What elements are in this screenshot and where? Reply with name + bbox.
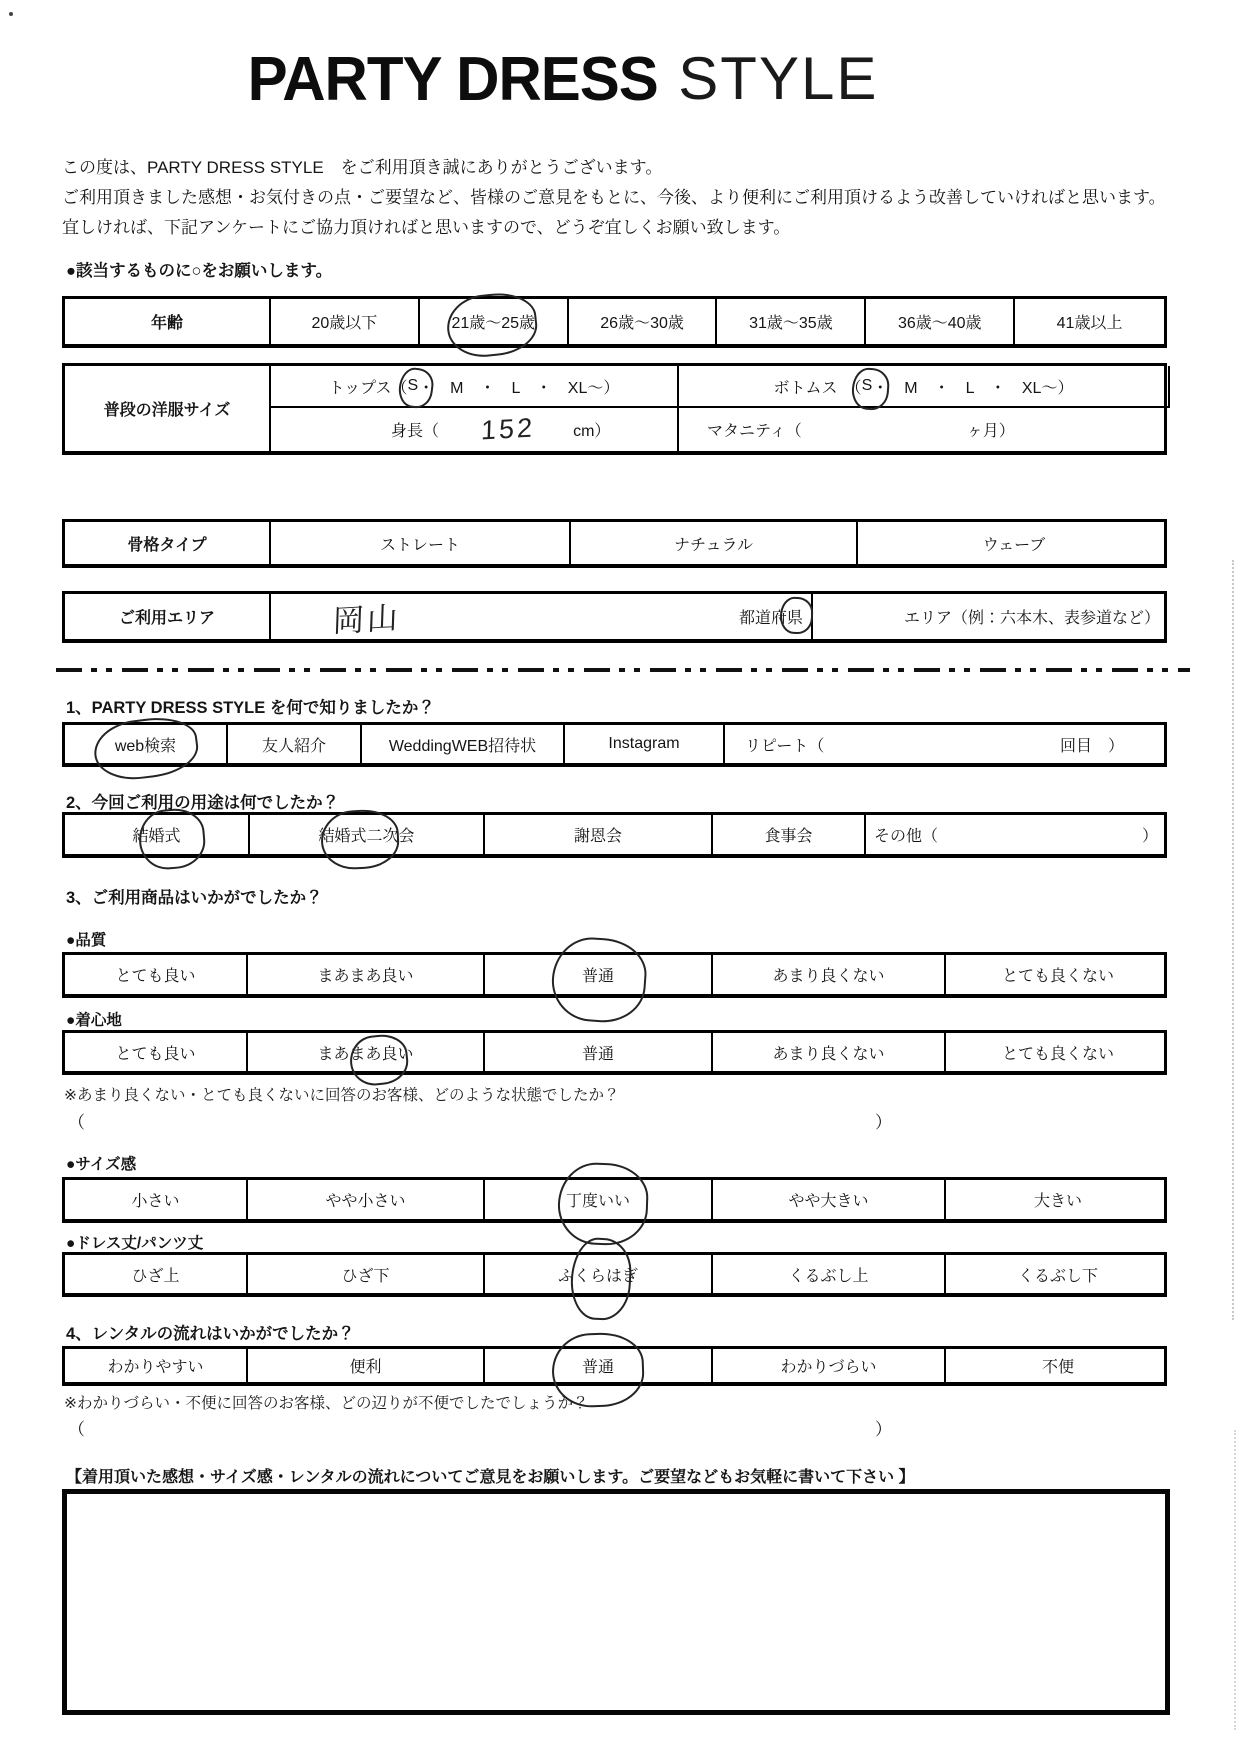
comfort-very-good: とても良い (65, 1033, 248, 1071)
length-below-ankle: くるぶし下 (1017, 1267, 1098, 1285)
age-option-26-30: 26歳～30歳 (569, 299, 718, 344)
q2-option-thanks-party: 謝恩会 (485, 815, 713, 854)
q2-heading: 2、今回ご利用の用途は何でしたか？ (66, 794, 340, 812)
intro-line: ご利用頂きました感想・お気付きの点・ご要望など、皆様のご意見をもとに、今後、より便利にご利用頂けるよう改善していければと思います。 (62, 188, 1166, 207)
age-option-36-40: 36歳～40歳 (866, 299, 1015, 344)
sizefeel-table (62, 1177, 1167, 1223)
q1-option-web-selected (65, 725, 228, 763)
comfort-normal: 普通 (485, 1033, 713, 1071)
length-table (62, 1252, 1167, 1297)
q1-option-friend: 友人紹介 (228, 725, 362, 763)
q2-option-wedding-selected (65, 815, 250, 854)
quality-fairly-good: まあまあ良い (248, 955, 485, 994)
brand-name-light: STYLE (678, 45, 879, 112)
dashed-separator (56, 668, 1190, 672)
quality-table (62, 952, 1167, 998)
q4-convenient: 便利 (248, 1349, 485, 1382)
maternity-unit: ヶ月） (966, 423, 1015, 440)
prefecture-suffix-circled (787, 605, 803, 628)
quality-very-good: とても良い (65, 955, 248, 994)
age-table (62, 296, 1167, 348)
quality-very-bad: とても良くない (1001, 968, 1114, 985)
bottoms-size-s-selected (862, 377, 873, 395)
sizefeel-big: 大きい (1033, 1193, 1082, 1210)
prefecture-suffix-plain: 都道府 (738, 610, 787, 627)
circle-instruction: ●該当するものに○をお願いします。 (66, 262, 333, 280)
prefecture-handwritten-value: 岡山 (332, 600, 402, 639)
height-field (271, 408, 679, 451)
bottoms-prefix: ボトムス （ (773, 379, 862, 397)
skeleton-label: 骨格タイプ (65, 522, 271, 564)
q2-option-afterparty-selected (250, 815, 485, 854)
bottoms-size-s: S (861, 377, 873, 394)
q2-option-label: 結婚式 (132, 828, 181, 845)
sizefeel-bit-small: やや小さい (248, 1180, 485, 1219)
bottoms-size-row (679, 366, 1170, 408)
open-paren: （ (68, 1113, 85, 1132)
length-below-knee: ひざ下 (248, 1255, 485, 1293)
q1-repeat-prefix: リピート（ (745, 737, 825, 755)
quality-sublabel: ●品質 (66, 932, 107, 949)
intro-paragraph (62, 153, 1212, 243)
page-title (0, 44, 1242, 113)
sizefeel-bit-big: やや大きい (713, 1180, 946, 1219)
q1-option-label: web検索 (114, 737, 177, 755)
q3-heading: 3、ご利用商品はいかがでしたか？ (66, 889, 323, 907)
age-option-21-25-selected (420, 299, 569, 344)
q1-heading: 1、PARTY DRESS STYLE を何で知りましたか？ (66, 699, 435, 717)
length-sublabel: ●ドレス丈/パンツ丈 (66, 1235, 204, 1252)
area-hint: エリア（例：六本木、表参道など） (903, 610, 1160, 627)
quality-option-label: 普通 (581, 968, 614, 985)
tops-size-s-selected (408, 377, 419, 395)
usage-area-table (62, 591, 1167, 643)
length-option-label: ふくらはぎ (557, 1267, 638, 1285)
sizefeel-option-label: 丁度いい (565, 1193, 630, 1210)
q4-note: ※わかりづらい・不便に回答のお客様、どの辺りが不便でしたでしょうか？ (64, 1395, 589, 1412)
tops-prefix: トップス（ (328, 379, 408, 397)
close-paren: ） (875, 1113, 892, 1132)
sizefeel-small: 小さい (65, 1180, 248, 1219)
q2-other-suffix: ） (1141, 828, 1158, 845)
length-calf-selected (485, 1255, 713, 1293)
comment-heading: 【着用頂いた感想・サイズ感・レンタルの流れについてご意見をお願いします。ご要望などもお気軽に書いて下さい 】 (66, 1469, 915, 1486)
size-label: 普段の洋服サイズ (65, 366, 271, 451)
comment-box (62, 1489, 1170, 1715)
close-paren: ） (875, 1420, 892, 1439)
q4-answer-line (68, 1415, 892, 1440)
scan-artifact-line (1232, 560, 1234, 1320)
maternity-field (679, 408, 1170, 451)
q2-option-label: 結婚式二次会 (318, 828, 415, 845)
scan-artifact-dot (9, 12, 13, 16)
prefecture-suffix (739, 605, 803, 628)
quality-not-good: あまり良くない (713, 955, 946, 994)
q2-other-prefix: その他（ (874, 828, 939, 845)
comfort-not-good: あまり良くない (713, 1033, 946, 1071)
q1-option-repeat (725, 725, 1170, 763)
age-option-under20: 20歳以下 (271, 299, 420, 344)
comfort-very-bad: とても良くない (1001, 1045, 1114, 1063)
age-label: 年齢 (65, 299, 271, 344)
q4-easy: わかりやすい (65, 1349, 248, 1382)
skeleton-option-wave: ウェーブ (982, 536, 1046, 554)
brand-name-bold: PARTY DRESS (247, 43, 658, 114)
tops-size-row (271, 366, 679, 408)
q2-option-other (866, 815, 1170, 854)
q1-option-instagram: Instagram (565, 725, 725, 763)
age-option-31-35: 31歳～35歳 (717, 299, 866, 344)
height-label: 身長（ (391, 423, 440, 440)
bottoms-size-rest: ・ M ・ L ・ XL～） (872, 379, 1074, 397)
maternity-label: マタニティ（ (707, 423, 802, 440)
sizefeel-just-right-selected (485, 1180, 713, 1219)
tops-size-s: S (407, 377, 419, 394)
clothing-size-table (62, 363, 1167, 455)
length-above-knee: ひざ上 (65, 1255, 248, 1293)
age-option-label: 21歳～25歳 (451, 315, 536, 332)
prefecture-field (271, 594, 813, 639)
q1-option-wedding-web: WeddingWEB招待状 (362, 725, 565, 763)
q2-table (62, 812, 1167, 858)
q1-table (62, 722, 1167, 767)
age-option-over41: 41歳以上 (1056, 315, 1123, 332)
open-paren: （ (68, 1420, 85, 1439)
comfort-option-label: まあまあ良い (317, 1045, 414, 1063)
comfort-table (62, 1030, 1167, 1075)
q1-repeat-suffix: 回目 ） (1059, 737, 1124, 755)
length-above-ankle: くるぶし上 (713, 1255, 946, 1293)
scan-artifact-line (1234, 1430, 1236, 1730)
quality-normal-selected (485, 955, 713, 994)
height-handwritten-value: 152 (480, 412, 536, 446)
q2-option-dinner: 食事会 (713, 815, 866, 854)
skeleton-option-natural: ナチュラル (571, 522, 858, 564)
prefecture-ken: 県 (786, 610, 803, 627)
comfort-note: ※あまり良くない・とても良くないに回答のお客様、どのような状態でしたか？ (64, 1087, 620, 1104)
q4-inconvenient: 不便 (1041, 1359, 1074, 1376)
area-label: ご利用エリア (65, 594, 271, 639)
q4-table (62, 1346, 1167, 1386)
sizefeel-sublabel: ●サイズ感 (66, 1156, 137, 1173)
skeleton-option-straight: ストレート (271, 522, 571, 564)
skeleton-type-table (62, 519, 1167, 568)
q4-normal-selected (485, 1349, 713, 1382)
comfort-answer-line (68, 1108, 892, 1133)
intro-line: 宜しければ、下記アンケートにご協力頂ければと思いますので、どうぞ宜しくお願い致します。 (62, 218, 791, 237)
q4-option-label: 普通 (581, 1359, 614, 1376)
height-unit: cm） (573, 423, 611, 440)
comfort-fairly-good-selected (248, 1033, 485, 1071)
q4-heading: 4、レンタルの流れはいかがでしたか？ (66, 1325, 355, 1343)
intro-line: この度は、PARTY DRESS STYLE をご利用頂き誠にありがとうございます。 (62, 158, 663, 177)
comfort-sublabel: ●着心地 (66, 1012, 122, 1029)
q4-hard-to-understand: わかりづらい (713, 1349, 946, 1382)
tops-size-rest: ・ M ・ L ・ XL～） (418, 379, 620, 397)
